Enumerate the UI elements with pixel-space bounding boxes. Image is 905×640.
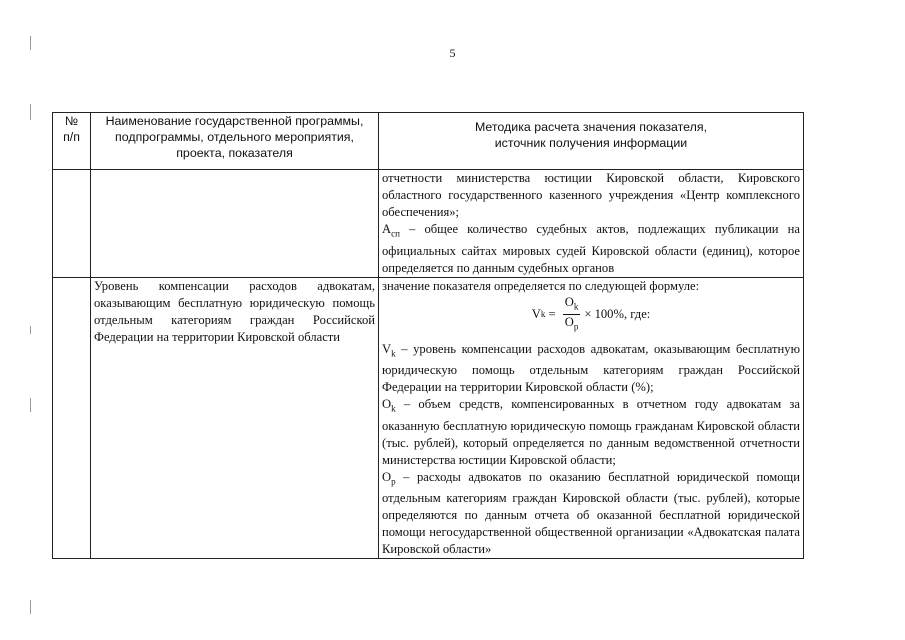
ok-definition	[382, 396, 800, 469]
table-row	[53, 170, 804, 278]
formula	[382, 295, 800, 335]
table-row	[53, 277, 804, 559]
formula-lhs-subscript: k	[540, 309, 546, 320]
scan-edge-mark	[30, 398, 31, 412]
scan-edge-mark	[30, 36, 31, 50]
vk-text: – уровень компенсации расходов адвокатам, оказывающим бесплатную юридическую помощь отдельным категориям граждан Российской Федерации на территории Кировской области (%);	[382, 341, 800, 395]
acp-subscript: сп	[391, 228, 400, 239]
row-number-cell	[53, 170, 91, 278]
vk-symbol: V	[382, 341, 392, 356]
header-method-line2: источник получения информации	[494, 136, 688, 150]
acp-definition	[382, 221, 800, 277]
ok-subscript: k	[391, 403, 396, 414]
ok-text: – объем средств, компенсированных в отчетном году адвокатам за оказанную бесплатную юридическую помощь гражданам Кировской области (тыс. рублей), который определяется по данным ведомственной отчетности министерства юстиции Кировской области;	[382, 397, 800, 467]
scan-edge-mark	[30, 104, 31, 120]
op-subscript: p	[391, 476, 396, 487]
op-text: – расходы адвокатов по оказанию бесплатной юридической помощи отдельным категориям граждан Кировской области (тыс. рублей), которые определяются по данным отчета об оказанной бесплатной юридической помощи негосударственной общественной организации «Адвокатская палата Кировской области»	[382, 469, 800, 557]
formula-numerator	[563, 295, 581, 316]
formula-fraction	[563, 295, 581, 335]
header-method-line1: Методика расчета значения показателя,	[474, 120, 708, 134]
ok-symbol: O	[382, 397, 392, 412]
row-number-cell	[53, 277, 91, 559]
row-method-cell	[379, 277, 804, 559]
numerator-symbol: O	[564, 294, 574, 309]
formula-intro: значение показателя определяется по следующей формуле:	[382, 278, 700, 293]
indicator-table	[52, 112, 804, 559]
header-number-symbol: №	[64, 114, 79, 128]
page-number: 5	[449, 46, 456, 60]
formula-denominator	[563, 315, 581, 335]
formula-equals: =	[545, 307, 559, 322]
op-definition	[382, 469, 800, 559]
formula-rhs: × 100%, где:	[584, 307, 651, 322]
table-header-row	[53, 113, 804, 170]
vk-subscript: k	[391, 348, 396, 359]
denominator-subscript: p	[573, 321, 579, 332]
header-number-abbr: п/п	[63, 130, 80, 144]
op-symbol: O	[382, 469, 392, 484]
numerator-subscript: k	[573, 301, 579, 312]
scan-edge-mark	[30, 600, 31, 614]
denominator-symbol: O	[564, 315, 574, 330]
vk-definition	[382, 341, 800, 397]
row-name-cell	[91, 170, 379, 278]
formula-lhs: V	[531, 307, 541, 322]
acp-symbol: A	[382, 222, 392, 236]
acp-text: – общее количество судебных актов, подлежащих публикации на официальных сайтах мировых судей Кировской области (единиц), которое определяется по данным судебных органов	[382, 222, 800, 275]
row-method-cell	[379, 170, 804, 278]
header-method-cell	[379, 113, 804, 170]
scan-edge-mark	[30, 326, 31, 334]
header-number-cell	[53, 113, 91, 170]
header-name-cell: Наименование государственной программы, подпрограммы, отдельного мероприятия, проекта, показателя	[91, 113, 379, 170]
row-name-cell: Уровень компенсации расходов адвокатам, оказывающим бесплатную юридическую помощь отдельным категориям граждан Российской Федерации на территории Кировской области	[91, 277, 379, 559]
method-paragraph: отчетности министерства юстиции Кировской области, Кировского областного государственного казенного учреждения «Центр комплексного обеспечения»;	[382, 171, 800, 219]
